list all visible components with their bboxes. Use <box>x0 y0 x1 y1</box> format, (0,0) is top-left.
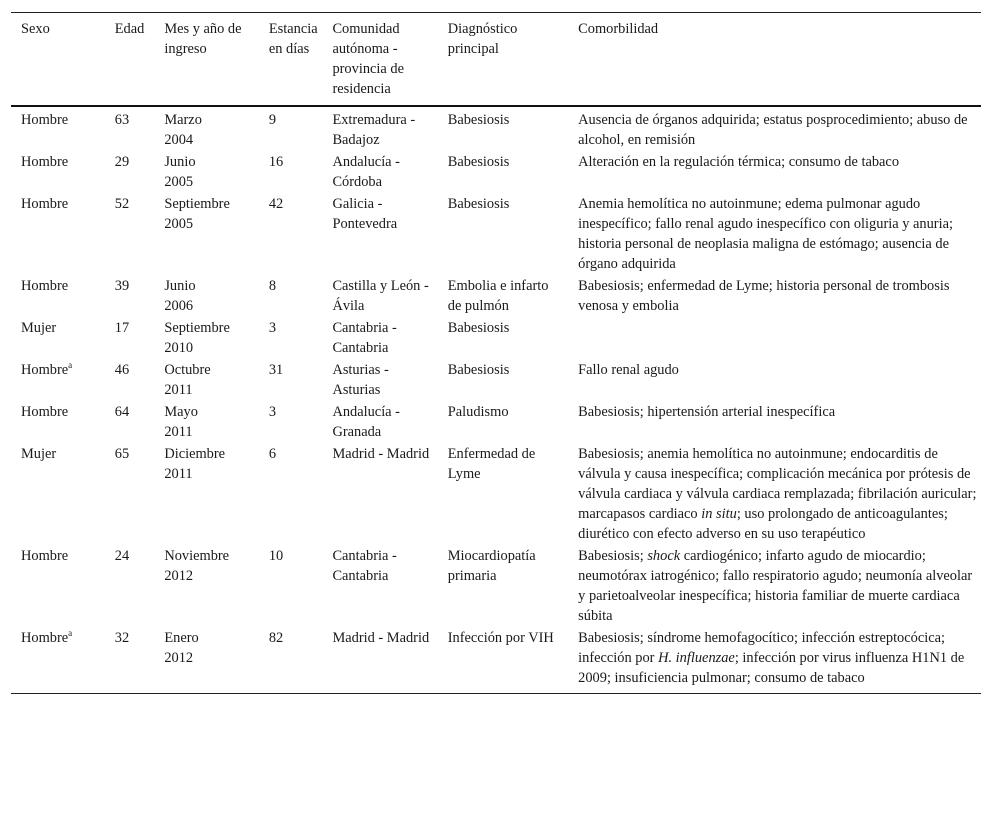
cell-sexo: Mujer <box>21 320 57 336</box>
header-comunidad: Comunidad autónoma - provincia de residencia <box>332 21 404 97</box>
cell-diagnostico: Babesiosis <box>447 112 510 128</box>
table-row <box>11 275 981 317</box>
cell-estancia: 16 <box>268 154 284 170</box>
cell-comorbilidad: Babesiosis; shock cardiogénico; infarto agudo de miocardio; neumotórax iatrogénico; fallo respiratorio agudo; neumonía alveolar y parietoalveolar inespecífica; historia familiar de muerte cardiaca súbita <box>578 548 973 624</box>
cell-comorbilidad: Babesiosis; hipertensión arterial inespecífica <box>578 404 836 420</box>
cell-sexo: Hombre <box>21 112 69 128</box>
cell-edad: 46 <box>114 362 130 378</box>
table-row <box>11 317 981 359</box>
cell-estancia: 10 <box>268 548 284 564</box>
cell-comorbilidad: Fallo renal agudo <box>578 362 679 378</box>
table-container <box>11 12 981 694</box>
cell-diagnostico: Babesiosis <box>447 154 510 170</box>
cell-comunidad: Galicia - Pontevedra <box>332 196 398 232</box>
cell-comorbilidad: Babesiosis; anemia hemolítica no autoinmune; endocarditis de válvula y causa inespecífica; complicación mecánica por prótesis de válvula cardiaca y válvula cardiaca remplazada; fibrilación auricular; marcapasos cardiaco in situ; uso prolongado de anticoagulantes; diurético con efecto adverso en su uso terapéutico <box>578 446 977 542</box>
cell-edad: 63 <box>114 112 130 128</box>
cell-comorbilidad: Anemia hemolítica no autoinmune; edema pulmonar agudo inespecífico; fallo renal agudo inespecífico con oliguria y anuria; historia personal de neoplasia maligna de estómago; ausencia de órgano adquirida <box>578 196 953 272</box>
cell-sexo: Hombre <box>21 404 69 420</box>
cell-comunidad: Castilla y León - Ávila <box>332 278 429 314</box>
cell-comunidad: Madrid - Madrid <box>332 446 430 462</box>
cell-edad: 17 <box>114 320 130 336</box>
table-body <box>11 106 981 694</box>
header-edad: Edad <box>114 21 145 37</box>
cell-estancia: 82 <box>268 630 284 646</box>
header-mes: Mes y año de ingreso <box>164 21 242 57</box>
cell-comorbilidad: Babesiosis; enfermedad de Lyme; historia personal de trombosis venosa y embolia <box>578 278 950 314</box>
cell-estancia: 3 <box>268 404 277 420</box>
table-row <box>11 443 981 545</box>
table-row <box>11 359 981 401</box>
cell-edad: 65 <box>114 446 130 462</box>
table-row <box>11 151 981 193</box>
cell-mes: Octubre 2011 <box>164 362 211 398</box>
header-comorbilidad: Comorbilidad <box>578 21 659 37</box>
cell-diagnostico: Enfermedad de Lyme <box>447 446 536 482</box>
cell-estancia: 6 <box>268 446 277 462</box>
cell-diagnostico: Embolia e infarto de pulmón <box>447 278 549 314</box>
cell-estancia: 31 <box>268 362 284 378</box>
cell-comorbilidad: Ausencia de órganos adquirida; estatus posprocedimiento; abuso de alcohol, en remisión <box>578 112 968 148</box>
cell-mes: Septiembre 2005 <box>164 196 230 232</box>
cell-diagnostico: Babesiosis <box>447 196 510 212</box>
table-row <box>11 545 981 627</box>
cell-mes: Junio 2005 <box>164 154 196 190</box>
cell-comorbilidad: Alteración en la regulación térmica; consumo de tabaco <box>578 154 900 170</box>
cell-mes: Mayo 2011 <box>164 404 198 440</box>
cell-sexo: Mujer <box>21 446 57 462</box>
cell-sexo: Hombre <box>21 154 69 170</box>
cell-diagnostico: Babesiosis <box>447 362 510 378</box>
cell-mes: Enero 2012 <box>164 630 199 666</box>
cell-estancia: 42 <box>268 196 284 212</box>
cell-mes: Junio 2006 <box>164 278 196 314</box>
cell-edad: 29 <box>114 154 130 170</box>
cell-diagnostico: Paludismo <box>447 404 509 420</box>
cell-comunidad: Extremadura - Badajoz <box>332 112 416 148</box>
header-sexo: Sexo <box>21 21 50 37</box>
cell-comunidad: Cantabria - Cantabria <box>332 548 397 584</box>
cell-sexo: Hombre$^a$ <box>21 628 73 646</box>
table-row <box>11 193 981 275</box>
cell-edad: 24 <box>114 548 130 564</box>
cell-sexo: Hombre <box>21 278 69 294</box>
cell-estancia: 9 <box>268 112 277 128</box>
cell-comorbilidad <box>568 317 981 359</box>
cell-mes: Noviembre 2012 <box>164 548 230 584</box>
cell-estancia: 3 <box>268 320 277 336</box>
cell-comunidad: Madrid - Madrid <box>332 630 430 646</box>
table-row <box>11 106 981 151</box>
cell-mes: Marzo 2004 <box>164 112 202 148</box>
table-row <box>11 401 981 443</box>
header-diagnostico: Diagnóstico principal <box>447 21 518 57</box>
cell-diagnostico: Miocardiopatía primaria <box>447 548 536 584</box>
cell-sexo: Hombre <box>21 548 69 564</box>
cell-edad: 39 <box>114 278 130 294</box>
cell-comunidad: Andalucía - Granada <box>332 404 400 440</box>
cell-edad: 32 <box>114 630 130 646</box>
table-header <box>11 13 981 107</box>
cell-edad: 52 <box>114 196 130 212</box>
cell-sexo: Hombre <box>21 196 69 212</box>
header-row <box>11 13 981 107</box>
cell-comunidad: Andalucía - Córdoba <box>332 154 400 190</box>
cell-comunidad: Cantabria - Cantabria <box>332 320 397 356</box>
cell-mes: Diciembre 2011 <box>164 446 226 482</box>
cell-comunidad: Asturias - Asturias <box>332 362 389 398</box>
cell-edad: 64 <box>114 404 130 420</box>
cell-comorbilidad: Babesiosis; síndrome hemofagocítico; infección estreptocócica; infección por H. influenzae; infección por virus influenza H1N1 de 2009; insuficiencia pulmonar; consumo de tabaco <box>578 630 965 686</box>
cell-diagnostico: Babesiosis <box>447 320 510 336</box>
cell-estancia: 8 <box>268 278 277 294</box>
cell-sexo: Hombre$^a$ <box>21 360 73 378</box>
patients-table <box>11 12 981 694</box>
table-row <box>11 627 981 694</box>
cell-mes: Septiembre 2010 <box>164 320 230 356</box>
cell-diagnostico: Infección por VIH <box>447 630 554 646</box>
header-estancia: Estancia en días <box>268 21 318 57</box>
